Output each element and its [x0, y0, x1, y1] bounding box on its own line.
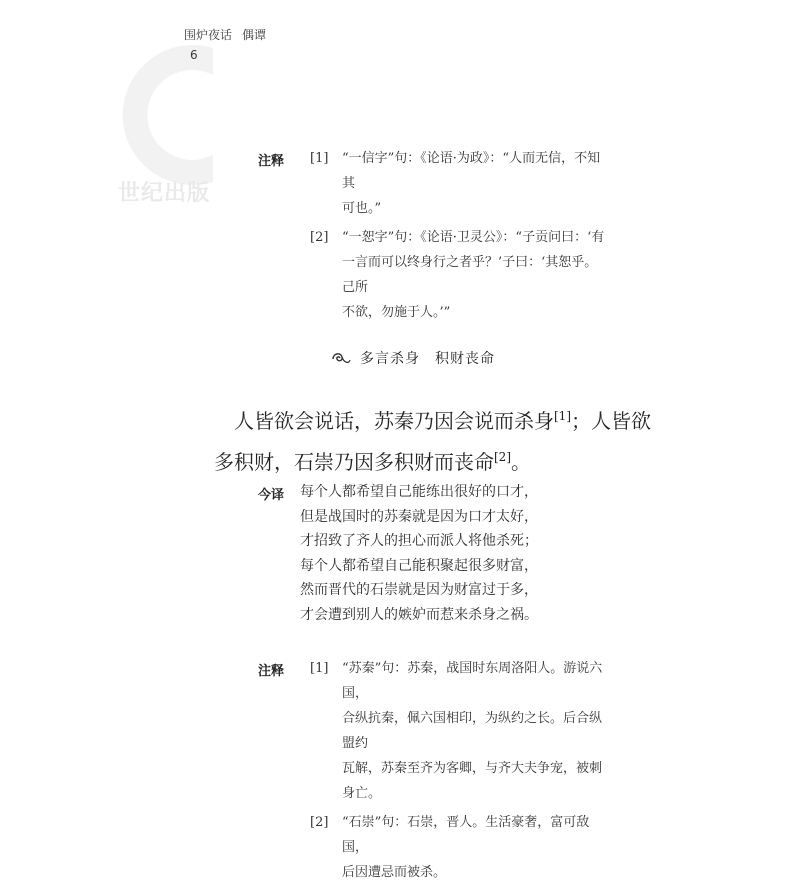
- translation-label: 今译: [258, 488, 285, 503]
- original-segment: ；人皆欲: [571, 409, 651, 433]
- note-line: “一恕字”句：《论语·卫灵公》：“子贡问曰：‘有: [342, 230, 605, 245]
- notes-label-top: 注释: [258, 154, 285, 169]
- note-number: [2]: [310, 815, 329, 830]
- page-number: 6: [190, 48, 198, 62]
- section-name: 偶谭: [242, 28, 267, 42]
- publisher-watermark-text: 世纪出版: [118, 181, 211, 206]
- notes-top: [310, 146, 610, 325]
- section-heading: [330, 346, 495, 370]
- note-line: 不欲，勿施于人。’”: [342, 305, 451, 320]
- note-line: “苏秦”句：苏秦，战国时东周洛阳人。游说六国，: [342, 661, 603, 701]
- notes-bottom: [310, 656, 610, 885]
- note-line: 瓦解，苏秦至齐为客卿，与齐大夫争宠，被刺身亡。: [342, 761, 603, 801]
- translation-line: 才招致了齐人的担心而派人将他杀死；: [300, 533, 538, 549]
- translation-line: 才会遭到别人的嫉妒而惹来杀身之祸。: [300, 606, 538, 623]
- notes-label-bottom: 注释: [258, 664, 285, 679]
- footnote-ref: [1]: [554, 409, 571, 423]
- note-line: 合纵抗秦，佩六国相印，为纵约之长。后合纵盟约: [342, 711, 603, 751]
- note-number: [2]: [310, 230, 329, 245]
- original-segment: 。: [511, 450, 531, 474]
- translation-text: [300, 480, 538, 627]
- note-item: [310, 225, 610, 325]
- scroll-ornament-icon: [330, 347, 352, 369]
- translation-line: 每个人都希望自己能积聚起很多财富，: [300, 557, 538, 574]
- running-header: [184, 26, 266, 43]
- note-line: “一信字”句：《论语·为政》：“人而无信，不知其: [342, 151, 601, 191]
- original-segment: 人皆欲会说话，苏秦乃因会说而杀身: [234, 409, 554, 433]
- note-item: [310, 146, 610, 221]
- original-text: [214, 398, 651, 480]
- note-line: 后因遭忌而被杀。: [342, 865, 447, 880]
- section-title: 多言杀身 积财丧命: [360, 351, 495, 367]
- note-number: [1]: [310, 661, 329, 676]
- footnote-ref: [2]: [494, 450, 511, 464]
- note-item: [310, 810, 610, 885]
- book-title: 围炉夜话: [184, 28, 233, 42]
- note-line: 一言而可以终身行之者乎？’子曰：‘其恕乎。己所: [342, 255, 598, 295]
- translation-line: 每个人都希望自己能练出很好的口才，: [300, 484, 538, 500]
- note-line: 可也。”: [342, 201, 382, 216]
- publisher-watermark-logo: [118, 40, 218, 190]
- note-line: “石崇”句：石崇，晋人。生活豪奢，富可敌国，: [342, 815, 590, 855]
- original-segment: 多积财，石崇乃因多积财而丧命: [214, 450, 494, 474]
- original-line: [214, 398, 651, 439]
- translation-line: 然而晋代的石崇就是因为财富过于多，: [300, 582, 538, 598]
- original-line: [214, 439, 594, 480]
- translation-line: 但是战国时的苏秦就是因为口才太好，: [300, 508, 538, 525]
- note-item: [310, 656, 610, 806]
- note-number: [1]: [310, 151, 329, 166]
